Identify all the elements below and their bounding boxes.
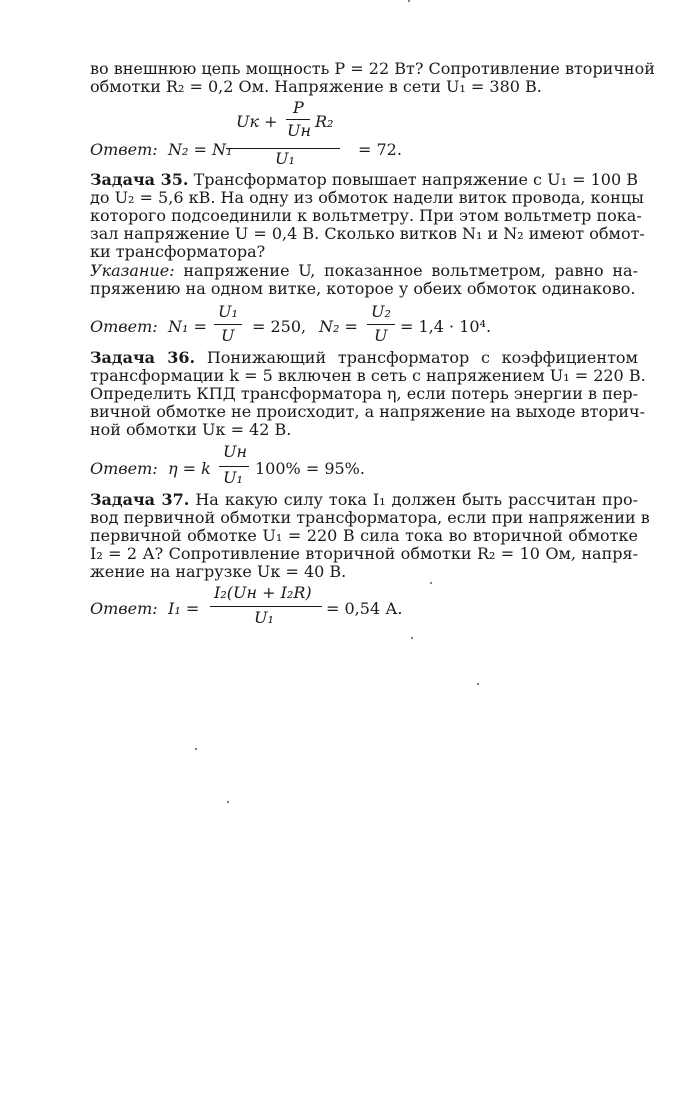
problem36-text: Понижающий трансформатор с коэффициентом (206, 348, 638, 367)
text-line: обмотки R₂ = 0,2 Ом. Напряжение в сети U₁ = 380 В. (90, 77, 542, 96)
answer35-n1-den: U (221, 326, 235, 345)
problem36-line: трансформации k = 5 включен в сеть с напряжением U₁ = 220 В. (90, 366, 646, 385)
formula1-inner-num: P (293, 98, 304, 117)
formula1-lhs: N₂ = N₁ (168, 140, 233, 159)
hint-text: напряжение U, показанное вольтметром, равно на- (183, 261, 638, 280)
problem36-title: Задача 36. (90, 348, 196, 367)
problem35-title: Задача 35. (90, 170, 189, 189)
problem35-hint-line: пряжению на одном витке, которое у обеих обмоток одинаково. (90, 279, 636, 298)
hint-label: Указание: (90, 261, 175, 280)
problem35-hint-line (90, 262, 638, 280)
problem35-line (90, 171, 638, 189)
answer37-result: = 0,54 А. (326, 599, 403, 618)
text-line: во внешнюю цепь мощность P = 22 Вт? Сопротивление вторичной (90, 59, 655, 78)
answer36-bar (219, 466, 249, 467)
formula1-result: = 72. (358, 140, 402, 159)
answer35-n2-lhs: N₂ = (319, 317, 358, 336)
answer35-n1-lhs: N₁ = (168, 317, 207, 336)
problem35-line: до U₂ = 5,6 кВ. На одну из обмоток надели виток провода, концы (90, 188, 644, 207)
problem35-line: которого подсоединили к вольтметру. При этом вольтметр пока- (90, 206, 642, 225)
formula1-num-left: Uк + (236, 112, 278, 131)
scan-speck (408, 0, 410, 2)
problem37-line: I₂ = 2 А? Сопротивление вторичной обмотки R₂ = 10 Ом, напря- (90, 544, 638, 563)
problem36-line: вичной обмотке не происходит, а напряжение на выходе вторич- (90, 402, 645, 421)
answer35-n1-result: = 250, (252, 317, 307, 336)
problem36-line: ной обмотки Uк = 42 В. (90, 420, 292, 439)
problem36-line: Определить КПД трансформатора η, если потерь энергии в пер- (90, 384, 638, 403)
scan-speck (227, 801, 229, 803)
problem37-line: жение на нагрузке Uк = 40 В. (90, 562, 347, 581)
answer35-n2-bar (367, 324, 395, 325)
answer37-den: U₁ (254, 608, 274, 627)
problem37-title: Задача 37. (90, 490, 190, 509)
formula1-den: U₁ (275, 149, 295, 168)
answer-label: Ответ: (90, 599, 158, 618)
scan-speck (411, 637, 413, 639)
answer36-den: U₁ (223, 468, 243, 487)
scan-speck (477, 683, 479, 685)
problem37-line: первичной обмотке U₁ = 220 В сила тока во вторичной обмотке (90, 526, 638, 545)
formula1-inner-bar (286, 119, 310, 120)
answer36-result: 100% = 95%. (255, 459, 365, 478)
answer36-lhs: η = k (168, 459, 211, 478)
formula1-inner-den: Uн (287, 121, 312, 140)
problem37-line: вод первичной обмотки трансформатора, если при напряжении в (90, 508, 650, 527)
answer37-num: I₂(Uн + I₂R) (214, 583, 312, 602)
problem35-text: Трансформатор повышает напряжение с U₁ = 100 В (193, 170, 639, 189)
answer35-n1-bar (214, 324, 242, 325)
problem35-line: зал напряжение U = 0,4 В. Сколько витков N₁ и N₂ имеют обмот- (90, 224, 645, 243)
answer37-lhs: I₁ = (168, 599, 200, 618)
answer36-num: Uн (223, 442, 248, 461)
scan-speck (195, 748, 197, 750)
answer35-n2-result: = 1,4 · 10⁴. (400, 317, 492, 336)
answer37-bar (210, 606, 322, 607)
problem35-line: ки трансформатора? (90, 242, 266, 261)
answer35-n2-den: U (374, 326, 388, 345)
scan-speck (430, 582, 432, 584)
problem37-text: На какую силу тока I₁ должен быть рассчитан про- (195, 490, 639, 509)
answer-label: Ответ: (90, 317, 158, 336)
problem37-line (90, 491, 638, 509)
answer-label: Ответ: (90, 459, 158, 478)
answer35-n2-num: U₂ (371, 302, 391, 321)
formula1-num-right: R₂ (315, 112, 334, 131)
problem36-line (90, 349, 638, 367)
answer-label: Ответ: (90, 140, 158, 159)
answer35-n1-num: U₁ (218, 302, 238, 321)
